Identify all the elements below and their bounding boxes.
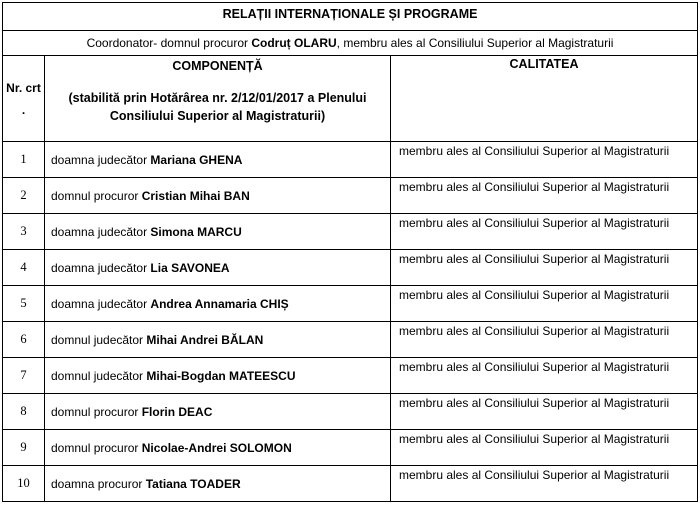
member-role: doamna procuror [51,476,146,491]
member-name: Lia SAVONEA [150,260,230,275]
member-cell [45,358,391,394]
header-component [45,56,391,142]
coordinator-line [3,31,698,56]
member-name: Simona MARCU [150,224,242,239]
table-row [3,394,698,430]
row-number: 2 [3,178,45,214]
member-role: doamna judecător [51,152,151,167]
header-component-note: (stabilită prin Hotărârea nr. 2/12/01/2017 a Plenului Consiliului Superior al Magistraturii) [68,91,367,123]
header-quality: CALITATEA [391,56,698,142]
table-row [3,466,698,502]
row-number: 7 [3,358,45,394]
row-number: 8 [3,394,45,430]
member-quality: membru ales al Consiliului Superior al Magistraturii [391,142,698,178]
member-role: domnul procuror [51,188,142,203]
coordinator-suffix: , membru ales al Consiliului Superior al Magistraturii [336,36,614,50]
table-row [3,322,698,358]
row-number: 1 [3,142,45,178]
member-cell [45,214,391,250]
row-number: 6 [3,322,45,358]
row-number: 9 [3,430,45,466]
member-rows [3,142,698,502]
table-row [3,142,698,178]
member-quality: membru ales al Consiliului Superior al Magistraturii [391,214,698,250]
header-nr: Nr. crt . [3,56,45,142]
table-row [3,178,698,214]
coordinator-name: Codruț OLARU [251,36,337,50]
member-role: domnul judecător [51,332,147,347]
member-name: Andrea Annamaria CHIȘ [150,296,289,311]
row-number: 5 [3,286,45,322]
member-name: Nicolae-Andrei SOLOMON [141,440,292,455]
member-quality: membru ales al Consiliului Superior al Magistraturii [391,178,698,214]
member-cell [45,286,391,322]
member-quality: membru ales al Consiliului Superior al Magistraturii [391,430,698,466]
coordinator-prefix: Coordonator- domnul procuror [86,36,252,50]
member-quality: membru ales al Consiliului Superior al Magistraturii [391,250,698,286]
member-role: domnul procuror [51,404,142,419]
commission-table [2,2,698,502]
row-number: 10 [3,466,45,502]
member-name: Cristian Mihai BAN [141,188,250,203]
member-role: domnul judecător [51,368,147,383]
member-quality: membru ales al Consiliului Superior al Magistraturii [391,286,698,322]
member-name: Mihai-Bogdan MATEESCU [146,368,296,383]
member-cell [45,394,391,430]
table-row [3,286,698,322]
member-name: Mihai Andrei BĂLAN [146,332,264,347]
member-cell [45,430,391,466]
member-role: doamna judecător [51,224,151,239]
member-cell [45,178,391,214]
member-name: Tatiana TOADER [145,476,241,491]
member-name: Mariana GHENA [150,152,243,167]
member-name: Florin DEAC [141,404,213,419]
section-title: RELAȚII INTERNAȚIONALE ȘI PROGRAME [3,3,698,31]
member-cell [45,250,391,286]
table-row [3,214,698,250]
member-quality: membru ales al Consiliului Superior al Magistraturii [391,466,698,502]
header-component-label: COMPONENȚĂ [172,59,263,73]
member-quality: membru ales al Consiliului Superior al Magistraturii [391,322,698,358]
member-role: doamna judecător [51,260,151,275]
row-number: 3 [3,214,45,250]
member-cell [45,322,391,358]
table-row [3,250,698,286]
member-quality: membru ales al Consiliului Superior al Magistraturii [391,394,698,430]
member-role: doamna judecător [51,296,151,311]
member-cell [45,466,391,502]
member-quality: membru ales al Consiliului Superior al Magistraturii [391,358,698,394]
table-row [3,430,698,466]
row-number: 4 [3,250,45,286]
table-row [3,358,698,394]
member-role: domnul procuror [51,440,142,455]
member-cell [45,142,391,178]
